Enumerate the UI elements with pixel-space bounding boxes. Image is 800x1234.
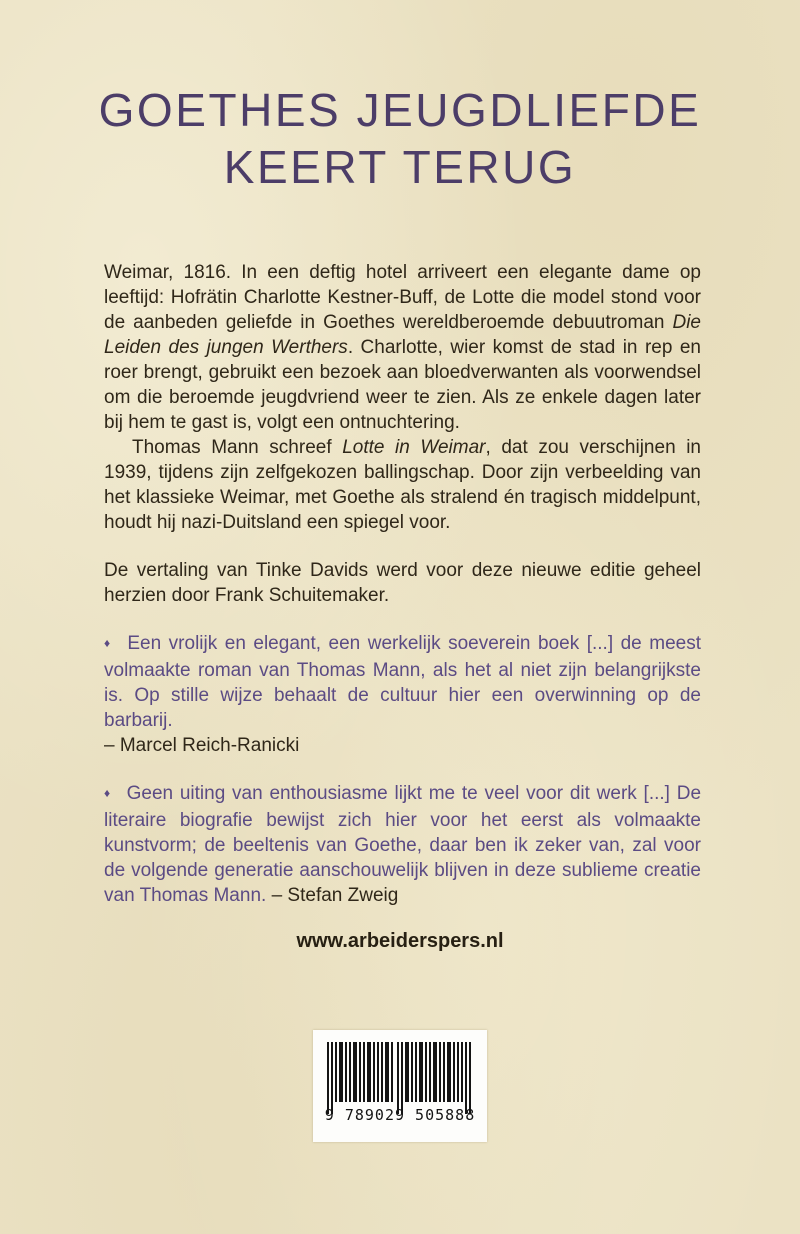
text-segment: . Charlotte, wier komst de stad in rep en roer brengt, gebruikt een bezoek aan bloedverwanten als voorwendsel om die beroemde jeugdvriend weer te zien. Als ze enkele dagen later bij hem te gast is, volgt een ontnuchtering. xyxy=(104,337,701,433)
quote-bullet-icon: ♦ xyxy=(104,786,112,800)
translation-note xyxy=(104,558,701,608)
review-quote-1 xyxy=(104,631,701,733)
synopsis-paragraph-1 xyxy=(104,260,701,435)
text-segment: Geen uiting van enthousiasme lijkt me te veel voor dit werk [...] De literaire biografie bewijst zich hier voor het eerst als volmaakte kunstvorm; de beeltenis van Goethe, daar ben ik zeker van, zal voor de volgende generatie aanschouwelijk blijven in deze sublieme creatie van Thomas Mann. xyxy=(104,783,702,906)
cover-title-line2: KEERT TERUG xyxy=(223,141,577,193)
barcode xyxy=(313,1030,487,1142)
back-cover-text xyxy=(104,260,701,908)
text-segment: , dat zou verschijnen in 1939, tijdens zijn zelfgekozen ballingschap. Door zijn verbeelding van het klassieke Weimar, met Goethe als stralend én tragisch middelpunt, houdt hij nazi-Duitsland een spiegel voor. xyxy=(104,437,701,533)
text-segment: Een vrolijk en elegant, een werkelijk soeverein boek [...] de meest volmaakte roman van Thomas Mann, als het al niet zijn belangrijkste is. Op stille wijze behaalt de cultuur hier een overwinning op de barbarij. xyxy=(104,633,701,731)
barcode-number: 9 789029 505888 xyxy=(324,1106,476,1124)
text-segment: De vertaling van Tinke Davids werd voor deze nieuwe editie geheel herzien door Frank Schuitemaker. xyxy=(104,560,701,606)
publisher-website: www.arbeiderspers.nl xyxy=(296,930,504,952)
text-segment: Lotte in Weimar xyxy=(342,437,486,458)
review-quote-1-attribution xyxy=(104,733,701,758)
text-segment: Thomas Mann schreef xyxy=(132,437,343,458)
quote-bullet-icon: ♦ xyxy=(104,636,113,650)
cover-title-line1: GOETHES JEUGDLIEFDE xyxy=(98,84,702,136)
synopsis-paragraph-2 xyxy=(104,435,701,535)
text-segment: Weimar, 1816. In een deftig hotel arriveert een elegante dame op leeftijd: Hofrätin Charlotte Kestner-Buff, de Lotte die model stond voor de aanbeden geliefde in Goethes wereldberoemde debuutroman xyxy=(104,262,701,333)
text-segment: – Stefan Zweig xyxy=(266,885,399,906)
cover-title xyxy=(0,82,800,196)
text-segment: Die Leiden des jungen Werthers xyxy=(104,312,701,358)
text-segment: – Marcel Reich-Ranicki xyxy=(104,735,300,756)
review-quote-2 xyxy=(104,781,701,908)
